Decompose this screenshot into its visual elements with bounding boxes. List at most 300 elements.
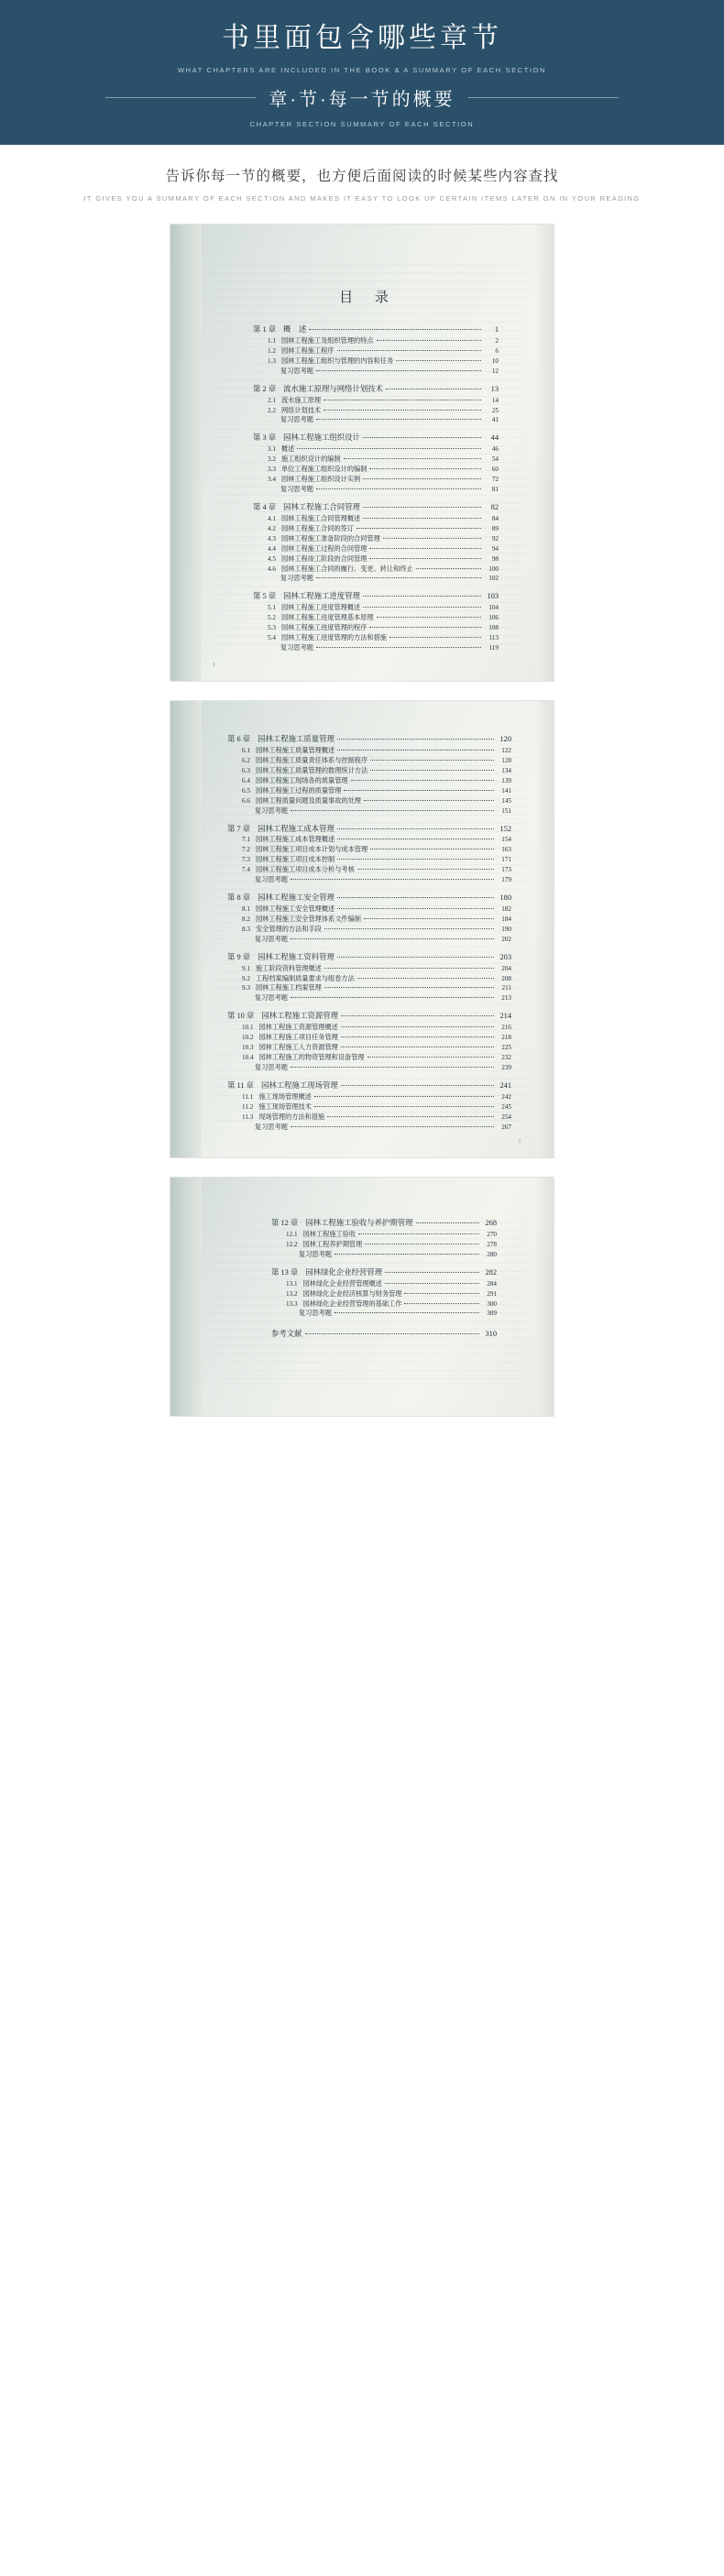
toc-section-row xyxy=(253,475,499,485)
toc-entry-number: 第 7 章 xyxy=(227,824,251,833)
toc-entry-title: 施工阶段资料管理概述 xyxy=(255,964,322,972)
toc-references-row xyxy=(271,1329,497,1342)
toc-entry-title: 园林工程施工验收 xyxy=(302,1230,357,1238)
toc-entry-number: 6.1 xyxy=(242,746,250,754)
toc-list-page-2 xyxy=(207,701,530,1133)
toc-entry-page: 106 xyxy=(488,614,499,622)
toc-entry-number: 13.2 xyxy=(286,1289,298,1298)
toc-section-row xyxy=(253,406,499,416)
toc-leader-dots xyxy=(297,448,481,449)
toc-entry-page: 163 xyxy=(501,846,511,854)
toc-entry-title: 园林工程施工质量管理 xyxy=(258,735,335,744)
toc-entry-number: 7.1 xyxy=(242,836,250,844)
toc-entry-number: 9.2 xyxy=(242,974,250,982)
toc-leader-dots xyxy=(337,897,494,898)
toc-leader-dots xyxy=(416,1222,479,1223)
toc-section-row xyxy=(253,633,499,643)
toc-leader-dots xyxy=(370,760,494,761)
toc-entry-title: 园林工程施工档案管理 xyxy=(255,984,322,992)
toc-section-row xyxy=(253,336,499,346)
toc-section-row xyxy=(227,1113,511,1123)
toc-chapter-row xyxy=(253,501,499,514)
toc-leader-dots xyxy=(383,538,481,539)
toc-section-row xyxy=(227,1102,511,1113)
toc-entry-title: 园林工程施工资料管理 xyxy=(258,952,335,961)
toc-entry-number: 1.1 xyxy=(268,336,276,345)
toc-entry-number: 第 3 章 xyxy=(253,433,277,443)
toc-review-row xyxy=(227,876,511,886)
toc-section-row xyxy=(227,1023,511,1033)
toc-entry-number: 4.5 xyxy=(268,554,276,563)
folio-page-2: 3 xyxy=(518,1138,522,1145)
toc-chapter-row xyxy=(227,823,511,836)
toc-chapter-row xyxy=(253,433,499,445)
toc-chapter-row xyxy=(227,1080,511,1092)
toc-entry-number: 第 8 章 xyxy=(227,893,251,903)
toc-entry-page: 239 xyxy=(501,1063,511,1071)
toc-leader-dots xyxy=(337,957,494,958)
toc-entry-page: 280 xyxy=(487,1250,497,1258)
toc-section-row xyxy=(227,915,511,925)
toc-entry-title: 复习思考题 xyxy=(255,1123,288,1131)
toc-entry-page: 225 xyxy=(501,1044,511,1052)
toc-leader-dots xyxy=(363,607,481,608)
toc-entry-page: 98 xyxy=(491,554,499,563)
toc-leader-dots xyxy=(363,518,481,519)
toc-entry-title: 安全管理的方法和手段 xyxy=(255,925,322,933)
toc-entry-title: 施工组织设计的编制 xyxy=(280,455,341,464)
toc-entry-title: 园林工程施工程序 xyxy=(280,346,335,355)
toc-leader-dots xyxy=(341,1026,494,1027)
toc-chapter-group xyxy=(253,324,499,378)
toc-section-row xyxy=(253,356,499,367)
toc-entry-title: 园林工程施工的物资管理和设备管理 xyxy=(258,1054,365,1061)
toc-heading: 目 录 xyxy=(339,290,398,305)
toc-leader-dots xyxy=(291,938,494,939)
toc-entry-number: 13.1 xyxy=(286,1279,298,1288)
toc-entry-number: 8.2 xyxy=(242,915,250,923)
toc-entry-page: 278 xyxy=(487,1240,497,1248)
toc-entry-page: 120 xyxy=(499,735,511,744)
toc-entry-page: 300 xyxy=(487,1299,497,1308)
toc-section-row xyxy=(227,766,511,776)
toc-entry-title: 园林工程施工组织设计 xyxy=(283,433,360,443)
toc-entry-number: 7.4 xyxy=(242,866,250,874)
toc-entry-title: 复习思考题 xyxy=(255,994,288,1003)
toc-review-row xyxy=(227,1123,511,1133)
toc-entry-page: 145 xyxy=(501,796,511,805)
toc-entry-title: 园林工程施工质量责任体系与控制程序 xyxy=(255,756,368,764)
toc-leader-dots xyxy=(396,360,481,361)
toc-entry-title: 园林工程施工进度管理的方法和措施 xyxy=(280,634,387,642)
toc-leader-dots xyxy=(363,437,481,438)
toc-entry-page: 81 xyxy=(491,486,499,493)
toc-entry-page: 82 xyxy=(490,502,499,511)
toc-entry-page: 100 xyxy=(488,565,499,573)
toc-entry-number: 第 12 章 xyxy=(271,1219,299,1228)
toc-entry-title: 园林工程施工进度管理 xyxy=(283,592,360,601)
toc-section-row xyxy=(253,514,499,524)
toc-leader-dots xyxy=(337,828,494,829)
toc-review-row xyxy=(227,1063,511,1073)
toc-entry-title: 复习思考题 xyxy=(255,876,288,884)
toc-entry-page: 102 xyxy=(488,575,499,583)
toc-leader-dots xyxy=(341,1015,494,1016)
toc-leader-dots xyxy=(316,419,481,420)
toc-entry-title: 园林工程质量问题及质量事故的处理 xyxy=(255,796,361,805)
toc-entry-title: 园林工程施工资源管理 xyxy=(261,1012,339,1021)
toc-leader-dots xyxy=(291,1126,494,1127)
toc-entry-title: 园林工程施工过程的合同管理 xyxy=(280,544,367,553)
toc-chapter-group xyxy=(253,383,499,426)
toc-leader-dots xyxy=(324,410,481,411)
toc-entry-page: 284 xyxy=(487,1279,497,1288)
toc-entry-page: 134 xyxy=(501,766,511,774)
toc-entry-title: 园林工程养护期管理 xyxy=(302,1240,363,1248)
toc-section-row xyxy=(271,1230,497,1240)
toc-entry-page: 184 xyxy=(501,915,511,923)
toc-entry-page: 103 xyxy=(487,592,499,601)
toc-entry-title: 园林工程施工组织与管理的内容和任务 xyxy=(280,356,394,365)
toc-entry-title: 园林工程施工准备阶段的合同管理 xyxy=(280,534,380,543)
toc-entry-number: 6.6 xyxy=(242,796,250,805)
toc-entry-title: 复习思考题 xyxy=(280,486,313,493)
toc-leader-dots xyxy=(335,1312,479,1313)
banner-rule-right xyxy=(468,97,619,98)
toc-list-page-3 xyxy=(207,1178,530,1342)
toc-entry-number: 5.2 xyxy=(268,614,276,622)
toc-entry-title: 网络计划技术 xyxy=(280,406,322,414)
toc-entry-number: 第 2 章 xyxy=(253,384,277,393)
toc-leader-dots xyxy=(363,478,481,479)
toc-entry-title: 单位工程施工组织设计的编制 xyxy=(280,466,367,474)
toc-review-row xyxy=(227,806,511,817)
toc-leader-dots xyxy=(385,1272,479,1273)
toc-entry-title: 复习思考题 xyxy=(280,367,313,375)
toc-entry-page: 267 xyxy=(501,1123,511,1131)
book-page-image-3 xyxy=(170,1178,554,1416)
toc-section-row xyxy=(227,786,511,796)
toc-entry-page: 119 xyxy=(488,644,499,652)
toc-leader-dots xyxy=(337,350,482,351)
toc-entry-page: 214 xyxy=(499,1012,511,1021)
toc-leader-dots xyxy=(364,800,494,801)
toc-entry-title: 园林工程施工合同管理 xyxy=(283,502,360,511)
toc-section-row xyxy=(271,1289,497,1299)
book-page-image-2 xyxy=(170,701,554,1157)
toc-entry-page: 141 xyxy=(501,786,511,795)
toc-entry-title: 复习思考题 xyxy=(299,1310,332,1318)
toc-entry-page: 2 xyxy=(495,336,499,345)
toc-chapter-row xyxy=(227,893,511,905)
toc-entry-page: 54 xyxy=(491,455,499,464)
toc-chapter-row xyxy=(271,1266,497,1279)
toc-entry-number: 6.4 xyxy=(242,776,250,784)
toc-entry-page: 108 xyxy=(488,624,499,632)
toc-entry-title: 复习思考题 xyxy=(280,575,313,583)
toc-entry-title: 复习思考题 xyxy=(255,806,288,815)
toc-entry-number: 12.1 xyxy=(286,1230,298,1238)
toc-entry-title: 复习思考题 xyxy=(299,1250,332,1258)
toc-entry-title: 复习思考题 xyxy=(255,1063,288,1071)
toc-entry-number: 6.2 xyxy=(242,756,250,764)
toc-section-row xyxy=(227,984,511,994)
toc-entry-number: 5.3 xyxy=(268,624,276,632)
toc-entry-page: 12 xyxy=(491,367,499,375)
toc-chapter-row xyxy=(253,324,499,337)
toc-leader-dots xyxy=(363,596,481,597)
toc-entry-number: 第 6 章 xyxy=(227,735,251,744)
toc-entry-page: 190 xyxy=(501,925,511,933)
toc-section-row xyxy=(253,554,499,565)
toc-leader-dots xyxy=(404,1303,479,1304)
toc-entry-title: 园林工程施工成本管理 xyxy=(258,824,335,833)
toc-section-row xyxy=(253,623,499,633)
toc-entry-page: 310 xyxy=(485,1330,497,1339)
toc-entry-number: 4.2 xyxy=(268,524,276,532)
toc-leader-dots xyxy=(385,1283,479,1284)
toc-chapter-row xyxy=(271,1218,497,1231)
toc-entry-title: 园林工程施工进度管理概述 xyxy=(280,604,361,612)
toc-leader-dots xyxy=(351,780,494,781)
toc-entry-number: 3.4 xyxy=(268,476,276,484)
toc-entry-page: 128 xyxy=(501,756,511,764)
toc-entry-page: 10 xyxy=(491,356,499,365)
toc-leader-dots xyxy=(367,1057,494,1058)
toc-review-row xyxy=(253,416,499,426)
toc-entry-title: 园林工程施工及组织管理的特点 xyxy=(280,336,374,345)
toc-section-row xyxy=(227,776,511,786)
toc-entry-title: 园林工程施工安全管理 xyxy=(258,893,335,903)
toc-entry-title: 园林工程施工资源管理概述 xyxy=(258,1024,338,1032)
toc-page-3 xyxy=(207,1178,530,1416)
toc-section-row xyxy=(227,836,511,846)
toc-leader-dots xyxy=(291,1067,494,1068)
toc-entry-page: 245 xyxy=(501,1102,511,1111)
toc-chapter-group xyxy=(227,734,511,817)
toc-section-row xyxy=(271,1240,497,1250)
banner-title-cn: 书里面包含哪些章节 xyxy=(222,23,502,53)
toc-entry-page: 173 xyxy=(501,866,511,874)
toc-entry-page: 241 xyxy=(499,1080,511,1090)
toc-entry-number: 3.2 xyxy=(268,455,276,464)
toc-entry-title: 园林工程施工安全管理概述 xyxy=(255,904,335,913)
toc-section-row xyxy=(227,925,511,935)
toc-entry-title: 园林工程施工合同的签订 xyxy=(280,524,355,532)
toc-entry-title: 园林绿化企业经济核算与财务管理 xyxy=(302,1289,402,1298)
toc-entry-page: 270 xyxy=(487,1230,497,1238)
toc-entry-number: 7.2 xyxy=(242,846,250,854)
toc-section-row xyxy=(227,974,511,984)
toc-leader-dots xyxy=(377,617,481,618)
toc-leader-dots xyxy=(357,528,481,529)
toc-entry-title: 园林工程施工现场各的质量管理 xyxy=(255,776,348,784)
toc-entry-page: 41 xyxy=(491,416,499,424)
toc-entry-number: 11.3 xyxy=(242,1113,254,1121)
toc-entry-number: 7.3 xyxy=(242,856,250,864)
toc-entry-title: 园林绿化企业经营管理的基础工作 xyxy=(302,1299,402,1308)
toc-chapter-group xyxy=(227,1011,511,1074)
banner-title-en: WHAT CHAPTERS ARE INCLUDED IN THE BOOK & A SUMMARY OF EACH SECTION xyxy=(177,65,547,74)
intro-block xyxy=(0,145,724,225)
toc-chapter-group xyxy=(227,823,511,886)
toc-entry-number: 4.3 xyxy=(268,534,276,543)
toc-entry-title: 园林工程施工组织设计实例 xyxy=(280,476,361,484)
toc-leader-dots xyxy=(358,1233,479,1234)
toc-section-row xyxy=(253,534,499,544)
toc-entry-title: 园林工程施工项目成本控制 xyxy=(255,856,335,864)
toc-section-row xyxy=(253,444,499,455)
toc-entry-title: 园林工程施工人力资源管理 xyxy=(258,1044,338,1052)
banner-subtitle-en: CHAPTER SECTION SUMMARY OF EACH SECTION xyxy=(249,119,475,128)
toc-section-row xyxy=(271,1279,497,1289)
toc-entry-page: 154 xyxy=(501,836,511,844)
toc-leader-dots xyxy=(341,1085,494,1086)
toc-leader-dots xyxy=(291,879,494,880)
toc-chapter-row xyxy=(227,951,511,964)
toc-entry-title: 园林绿化企业经营管理 xyxy=(305,1267,383,1277)
toc-entry-title: 复习思考题 xyxy=(255,935,288,943)
toc-entry-number: 6.3 xyxy=(242,766,250,774)
toc-entry-title: 园林工程施工项目成本分析与考核 xyxy=(255,866,355,874)
toc-entry-number: 11.2 xyxy=(242,1102,254,1111)
toc-review-row xyxy=(227,935,511,945)
toc-entry-number: 3.3 xyxy=(268,466,276,474)
toc-leader-dots xyxy=(357,869,494,870)
banner-subtitle-cn: 章·节·每一节的概要 xyxy=(269,89,455,110)
toc-entry-title: 园林工程施工合同管理概述 xyxy=(280,514,361,522)
toc-entry-page: 204 xyxy=(501,964,511,972)
toc-entry-title: 园林工程施工质量管理概述 xyxy=(255,746,335,754)
toc-review-row xyxy=(271,1250,497,1260)
toc-entry-title: 现场管理的方法和措施 xyxy=(258,1113,325,1121)
toc-entry-page: 268 xyxy=(485,1219,497,1228)
toc-entry-page: 104 xyxy=(488,604,499,612)
toc-entry-number: 4.4 xyxy=(268,544,276,553)
toc-entry-page: 25 xyxy=(491,406,499,414)
toc-entry-number: 4.1 xyxy=(268,514,276,522)
toc-entry-page: 1 xyxy=(494,325,499,334)
toc-entry-number: 4.6 xyxy=(268,565,276,573)
toc-entry-page: 72 xyxy=(491,476,499,484)
toc-entry-page: 211 xyxy=(501,984,511,992)
toc-leader-dots xyxy=(316,370,481,371)
toc-entry-page: 232 xyxy=(501,1054,511,1061)
toc-entry-title: 概 述 xyxy=(283,325,307,334)
toc-entry-title: 流水施工原理与网络计划技术 xyxy=(283,384,383,393)
toc-leader-dots xyxy=(337,859,494,860)
toc-list-page-1 xyxy=(207,324,530,654)
toc-section-row xyxy=(227,1092,511,1102)
toc-entry-number: 10.3 xyxy=(242,1044,254,1052)
toc-entry-page: 291 xyxy=(487,1289,497,1298)
toc-entry-number: 第 5 章 xyxy=(253,592,277,601)
toc-entry-number: 第 13 章 xyxy=(271,1267,299,1277)
banner-rule-left xyxy=(105,97,256,98)
toc-entry-page: 179 xyxy=(501,876,511,884)
toc-entry-title: 园林工程施工进度管理基本原理 xyxy=(280,614,374,622)
toc-chapter-group xyxy=(227,1080,511,1133)
banner-subtitle-row xyxy=(105,84,619,111)
toc-leader-dots xyxy=(363,507,481,508)
toc-entry-page: 182 xyxy=(501,904,511,913)
header-banner xyxy=(0,0,724,145)
toc-chapter-group xyxy=(271,1266,497,1320)
toc-entry-number: 10.2 xyxy=(242,1034,254,1042)
toc-leader-dots xyxy=(369,468,481,469)
toc-entry-page: 254 xyxy=(501,1113,511,1121)
toc-leader-dots xyxy=(314,1106,494,1107)
book-page-image-1 xyxy=(170,225,554,681)
toc-entry-title: 参考文献 xyxy=(271,1330,302,1339)
toc-leader-dots xyxy=(344,790,494,791)
toc-entry-title: 园林工程施工成本管理概述 xyxy=(255,836,335,844)
toc-section-row xyxy=(253,603,499,613)
toc-leader-dots xyxy=(404,1293,479,1294)
toc-leader-dots xyxy=(316,647,481,648)
toc-leader-dots xyxy=(341,1036,494,1037)
toc-entry-number: 10.1 xyxy=(242,1024,254,1032)
toc-entry-page: 84 xyxy=(491,514,499,522)
toc-chapter-group xyxy=(253,501,499,584)
toc-entry-page: 218 xyxy=(501,1034,511,1042)
toc-entry-page: 14 xyxy=(491,396,499,404)
toc-entry-page: 180 xyxy=(499,893,511,903)
toc-entry-number: 12.2 xyxy=(286,1240,298,1248)
toc-entry-page: 208 xyxy=(501,974,511,982)
toc-leader-dots xyxy=(370,849,494,850)
toc-entry-page: 60 xyxy=(491,466,499,474)
toc-leader-dots xyxy=(316,488,481,489)
toc-section-row xyxy=(253,613,499,623)
toc-entry-page: 203 xyxy=(499,952,511,961)
toc-entry-number: 第 9 章 xyxy=(227,952,251,961)
toc-review-row xyxy=(227,994,511,1004)
toc-entry-page: 152 xyxy=(499,824,511,833)
toc-entry-title: 流水施工原理 xyxy=(280,396,322,404)
toc-entry-page: 139 xyxy=(501,776,511,784)
toc-entry-title: 施工现场管理技术 xyxy=(258,1102,312,1111)
toc-entry-page: 309 xyxy=(487,1310,497,1318)
toc-leader-dots xyxy=(377,340,481,341)
toc-entry-number: 8.1 xyxy=(242,904,250,913)
toc-review-row xyxy=(253,643,499,653)
toc-section-row xyxy=(227,746,511,756)
toc-entry-title: 施工现场管理概述 xyxy=(258,1092,312,1101)
toc-leader-dots xyxy=(344,458,481,459)
toc-section-row xyxy=(253,465,499,475)
toc-entry-number: 5.1 xyxy=(268,604,276,612)
toc-entry-title: 园林工程施工合同的履行、变更、转让和终止 xyxy=(280,565,413,573)
toc-entry-title: 园林工程施工项目任务管理 xyxy=(258,1034,338,1042)
toc-entry-title: 园林工程施工项目成本计划与成本管理 xyxy=(255,846,368,854)
toc-section-row xyxy=(227,856,511,866)
toc-section-row xyxy=(227,796,511,806)
toc-entry-page: 6 xyxy=(495,346,499,355)
toc-entry-title: 园林工程竣工阶段的合同管理 xyxy=(280,554,367,563)
toc-entry-page: 46 xyxy=(491,445,499,454)
toc-leader-dots xyxy=(369,627,481,628)
toc-chapter-group xyxy=(271,1218,497,1261)
toc-page-1 xyxy=(207,225,530,681)
toc-leader-dots xyxy=(291,997,494,998)
toc-entry-title: 园林工程施工进度管理的程序 xyxy=(280,624,367,632)
toc-entry-title: 园林工程施工过程的质量管理 xyxy=(255,786,342,795)
toc-entry-number: 第 1 章 xyxy=(253,325,277,334)
toc-chapter-row xyxy=(253,591,499,604)
toc-section-row xyxy=(227,1033,511,1043)
toc-section-row xyxy=(227,846,511,856)
